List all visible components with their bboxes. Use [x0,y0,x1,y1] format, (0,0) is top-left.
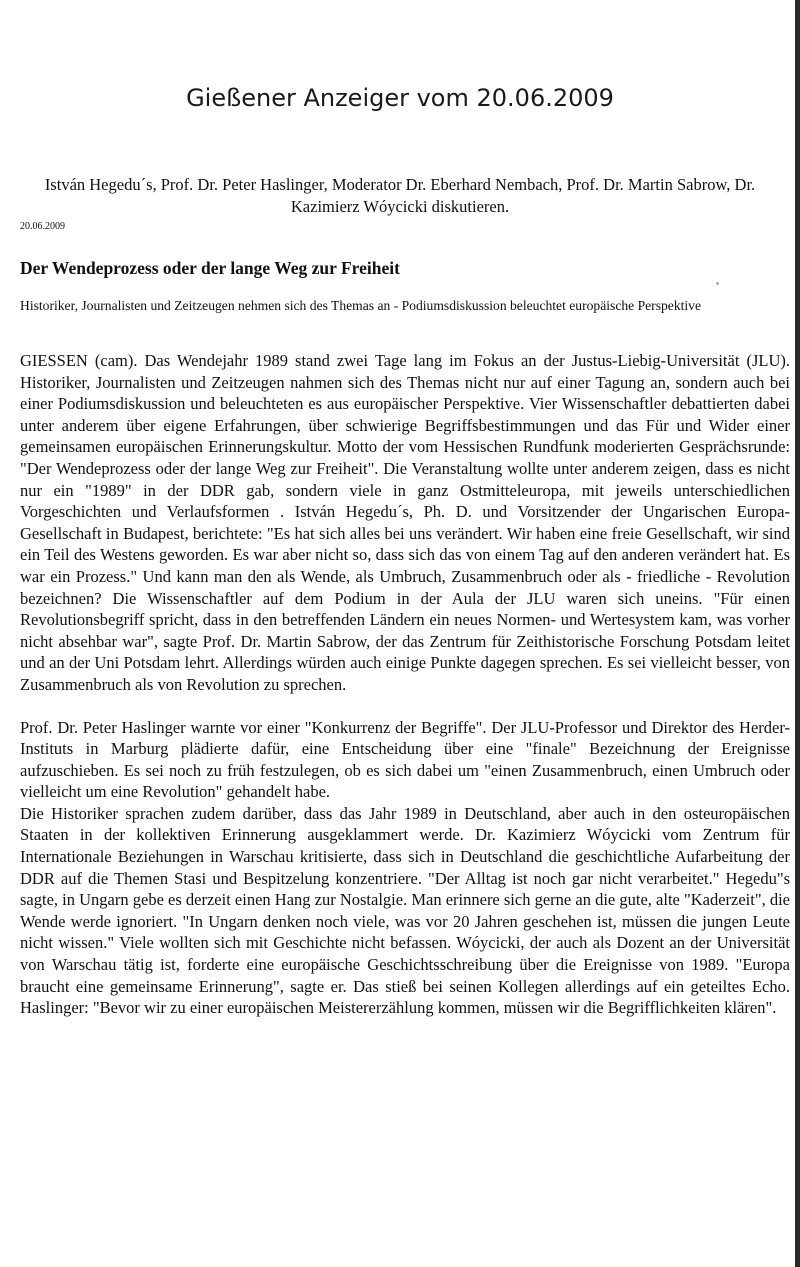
scan-speck [716,282,719,285]
article-date: 20.06.2009 [20,221,65,232]
scan-edge-shadow [795,0,800,1267]
article-headline: Der Wendeprozess oder der lange Weg zur Freiheit [20,258,400,278]
article-paragraph: Prof. Dr. Peter Haslinger warnte vor einer "Konkurrenz der Begriffe". Der JLU-Professor und Direktor des Herder-Instituts in Marburg plädierte dafür, eine Entscheidung über eine "finale" Bezeichnung der Ereignisse aufzuschieben. Es sei noch zu früh festzulegen, ob es sich dabei um "einen Zusammenbruch, einen Umbruch oder vielleicht um eine Revolution" gehandelt habe. [20,717,790,802]
article-body [20,350,790,1019]
article-paragraph: Die Historiker sprachen zudem darüber, dass das Jahr 1989 in Deutschland, aber auch in den osteuropäischen Staaten in der kollektiven Erinnerung ausgeklammert werde. Dr. Kazimierz Wóycicki vom Zentrum für Internationale Beziehungen in Warschau kritisierte, dass sich in Deutschland die geschichtliche Aufarbeitung der DDR auf die Themen Stasi und Bespitzelung konzentriere. "Der Alltag ist noch gar nicht verarbeitet." Hegedu"s sagte, in Ungarn gebe es derzeit einen Hang zur Nostalgie. Man erinnere sich gerne an die gute, alte "Kaderzeit", die Wende werde ignoriert. "In Ungarn denken noch viele, was vor 20 Jahren geschehen ist, müssen die jungen Leute nicht wissen." Viele wollten sich mit Geschichte nicht befassen. Wóycicki, der auch als Dozent an der Universität von Warschau tätig ist, forderte eine europäische Geschichtsschreibung über die Ereignisse von 1989. "Europa braucht eine gemeinsame Erinnerung", sagte er. Das stieß bei seinen Kollegen allerdings auf ein geteiltes Echo. Haslinger: "Bevor wir zu einer europäischen Meistererzählung kommen, müssen wir die Begrifflichkeiten klären". [20,803,790,1018]
photo-caption: István Hegedu´s, Prof. Dr. Peter Haslinger, Moderator Dr. Eberhard Nembach, Prof. Dr. Martin Sabrow, Dr. Kazimierz Wóycicki diskutieren. [44,175,756,216]
article-subheadline: Historiker, Journalisten und Zeitzeugen nehmen sich des Themas an - Podiumsdiskussion beleuchtet europäische Perspektive [20,298,702,313]
article-paragraph: GIESSEN (cam). Das Wendejahr 1989 stand zwei Tage lang im Fokus an der Justus-Liebig-Universität (JLU). Historiker, Journalisten und Zeitzeugen nahmen sich des Themas nicht nur auf einer Tagung an, sondern auch bei einer Podiumsdiskussion und beleuchteten es aus europäischer Perspektive. Vier Wissenschaftler debattierten dabei unter anderem über eigene Erfahrungen, über schwierige Begriffsbestimmungen und das Für und Wider einer gemeinsamen europäischen Erinnerungskultur. Motto der vom Hessischen Rundfunk moderierten Gesprächsrunde: "Der Wendeprozess oder der lange Weg zur Freiheit". Die Veranstaltung wollte unter anderem zeigen, dass es nicht nur ein "1989" in der DDR gab, sondern viele in ganz Ostmitteleuropa, mit jeweils unterschiedlichen Vorgeschichten und Verlaufsformen . István Hegedu´s, Ph. D. und Vorsitzender der Ungarischen Europa-Gesellschaft in Budapest, berichtete: "Es hat sich alles bei uns verändert. Wir haben eine freie Gesellschaft, wir sind ein Teil des Westens geworden. Es war aber nicht so, dass sich das von einem Tag auf den anderen verändert hat. Es war ein Prozess." Und kann man den als Wende, als Umbruch, Zusammenbruch oder als - friedliche - Revolution bezeichnen? Die Wissenschaftler auf dem Podium in der Aula der JLU waren sich uneins. "Für einen Revolutionsbegriff spricht, dass in den betreffenden Ländern ein neues Normen- und Wertesystem kam, was vorher nicht absehbar war", sagte Prof. Dr. Martin Sabrow, der das Zentrum für Zeithistorische Forschung Potsdam leitet und an der Uni Potsdam lehrt. Allerdings würden auch einige Punkte dagegen sprechen. Es sei vielleicht besser, von Zusammenbruch als von Revolution zu sprechen. [20,351,790,694]
page-title: Gießener Anzeiger vom 20.06.2009 [186,84,614,112]
